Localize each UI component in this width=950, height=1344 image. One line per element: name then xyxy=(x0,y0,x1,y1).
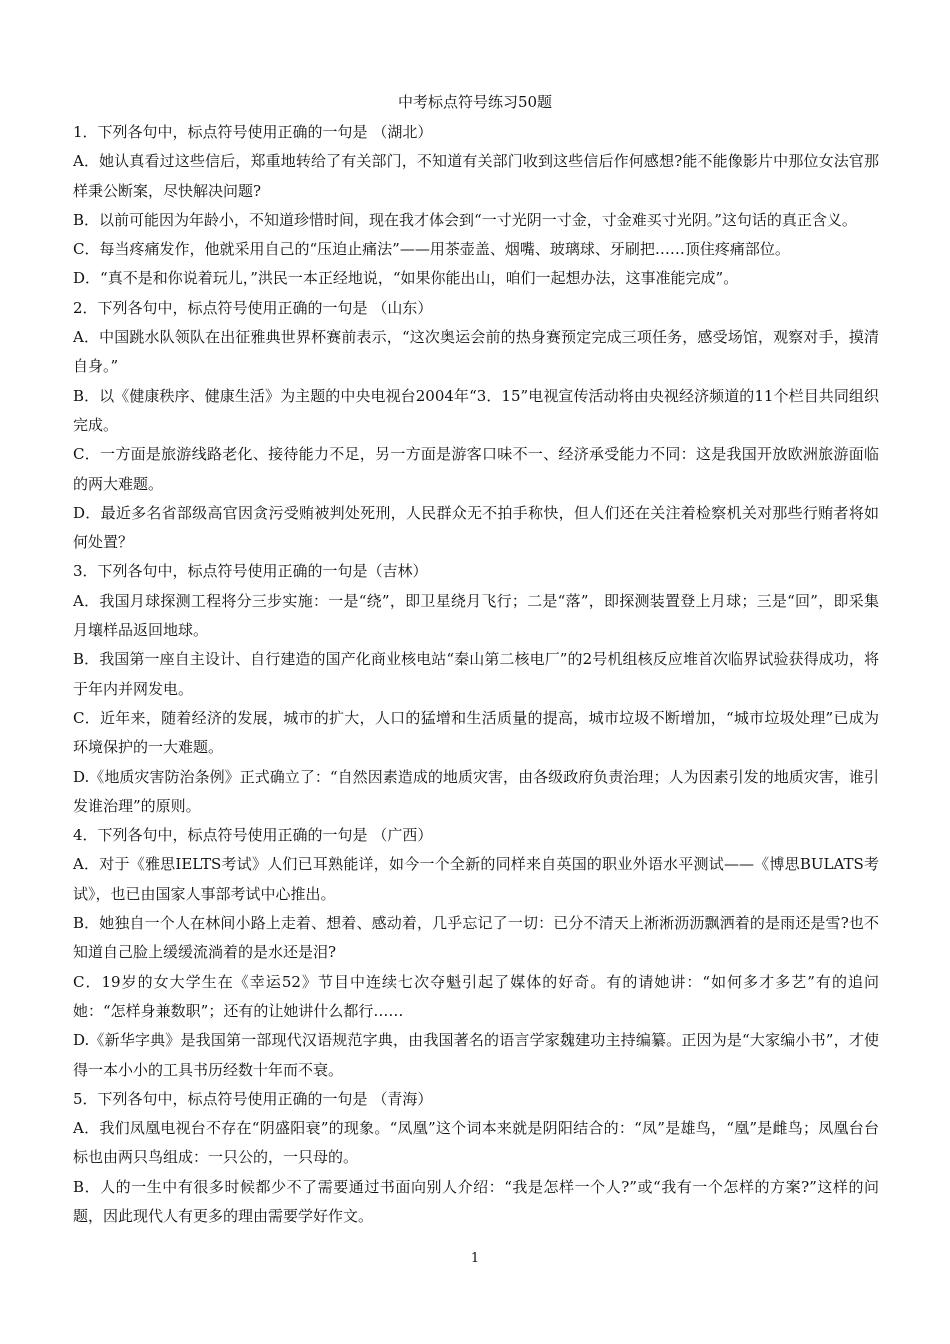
question-1-option-d: D．“真不是和你说着玩儿，”洪民一本正经地说，“如果你能出山，咱们一起想办法，这事准能完成”。 xyxy=(73,269,739,288)
document-title: 中考标点符号练习50题 xyxy=(397,93,553,111)
question-2-option-c: C．一方面是旅游线路老化、接待能力不足，另一方面是游客口味不一、经济承受能力不同：这是我国开放欧洲旅游面临的两大难题。 xyxy=(73,445,879,493)
question-5-stem: 5．下列各句中，标点符号使用正确的一句是 （青海） xyxy=(73,1089,433,1108)
question-1-stem: 1．下列各句中，标点符号使用正确的一句是 （湖北） xyxy=(73,123,433,141)
question-5-option-a: A．我们凤凰电视台不存在“阴盛阳衰”的现象。“凤凰”这个词本来就是阴阳结合的：“凤”是雄鸟，“凰”是雌鸟；凤凰台台标也由两只鸟组成：一只公的，一只母的。 xyxy=(73,1119,879,1167)
question-2-stem: 2．下列各句中，标点符号使用正确的一句是 （山东） xyxy=(73,298,433,317)
question-4-option-b: B．她独自一个人在林间小路上走着、想着、感动着，几乎忘记了一切：已分不清天上淅淅沥沥飘洒着的是雨还是雪?也不知道自己脸上缓缓流淌着的是水还是泪? xyxy=(73,914,879,962)
question-3-option-c: C．近年来，随着经济的发展，城市的扩大，人口的猛增和生活质量的提高，城市垃圾不断增加，“城市垃圾处理”已成为环境保护的一大难题。 xyxy=(73,708,879,757)
page-number: 1 xyxy=(470,1251,480,1266)
question-1-option-b: B．以前可能因为年龄小，不知道珍惜时间，现在我才体会到“一寸光阴一寸金，寸金难买寸光阴。”这句话的真正含义。 xyxy=(73,210,857,229)
question-3-option-a: A．我国月球探测工程将分三步实施：一是“绕”，即卫星绕月飞行；二是“落”，即探测装置登上月球；三是“回”，即采集月壤样品返回地球。 xyxy=(73,591,879,640)
question-4-option-c: C．19岁的女大学生在《幸运52》节目中连续七次夺魁引起了媒体的好奇。有的请她讲：“如何多才多艺”有的追问她：“怎样身兼数职”；还有的让她讲什么都行…… xyxy=(73,972,879,1020)
question-4-option-a: A．对于《雅思IELTS考试》人们已耳熟能详，如今一个全新的同样来自英国的职业外语水平测试——《博思BULATS考试》，也已由国家人事部考试中心推出。 xyxy=(73,855,879,903)
document-body xyxy=(73,118,879,1231)
question-4-option-d: D.《新华字典》是我国第一部现代汉语规范字典，由我国著名的语言学家魏建功主持编纂。正因为是“大家编小书”，才使得一本小小的工具书历经数十年而不衰。 xyxy=(73,1031,879,1079)
question-4-stem: 4．下列各句中，标点符号使用正确的一句是 （广西） xyxy=(73,826,433,845)
question-5-option-b: B．人的一生中有很多时候都少不了需要通过书面向别人介绍：“我是怎样一个人?”或“我有一个怎样的方案?”这样的问题，因此现代人有更多的理由需要学好作文。 xyxy=(73,1177,879,1225)
question-2-option-b: B．以《健康秩序、健康生活》为主题的中央电视台2004年“3．15”电视宣传活动将由央视经济频道的11个栏目共同组织完成。 xyxy=(73,386,879,434)
question-2-option-d: D．最近多名省部级高官因贪污受贿被判处死刑，人民群众无不拍手称快，但人们还在关注着检察机关对那些行贿者将如何处置？ xyxy=(73,503,879,552)
question-3-option-b: B．我国第一座自主设计、自行建造的国产化商业核电站“秦山第二核电厂”的2号机组核反应堆首次临界试验获得成功，将于年内并网发电。 xyxy=(73,650,879,698)
question-1-option-c: C．每当疼痛发作，他就采用自己的“压迫止痛法”——用茶壶盖、烟嘴、玻璃球、牙刷把……顶住疼痛部位。 xyxy=(73,240,790,259)
question-3-stem: 3．下列各句中，标点符号使用正确的一句是（吉林） xyxy=(73,562,428,581)
question-1-option-a: A．她认真看过这些信后，郑重地转给了有关部门，不知道有关部门收到这些信后作何感想?能不能像影片中那位女法官那样秉公断案，尽快解决问题? xyxy=(73,152,879,200)
question-3-option-d: D.《地质灾害防治条例》正式确立了：“自然因素造成的地质灾害，由各级政府负责治理；人为因素引发的地质灾害，谁引发谁治理”的原则。 xyxy=(73,767,879,815)
question-2-option-a: A．中国跳水队领队在出征雅典世界杯赛前表示，“这次奥运会前的热身赛预定完成三项任务，感受场馆，观察对手，摸清自身。” xyxy=(73,328,879,376)
